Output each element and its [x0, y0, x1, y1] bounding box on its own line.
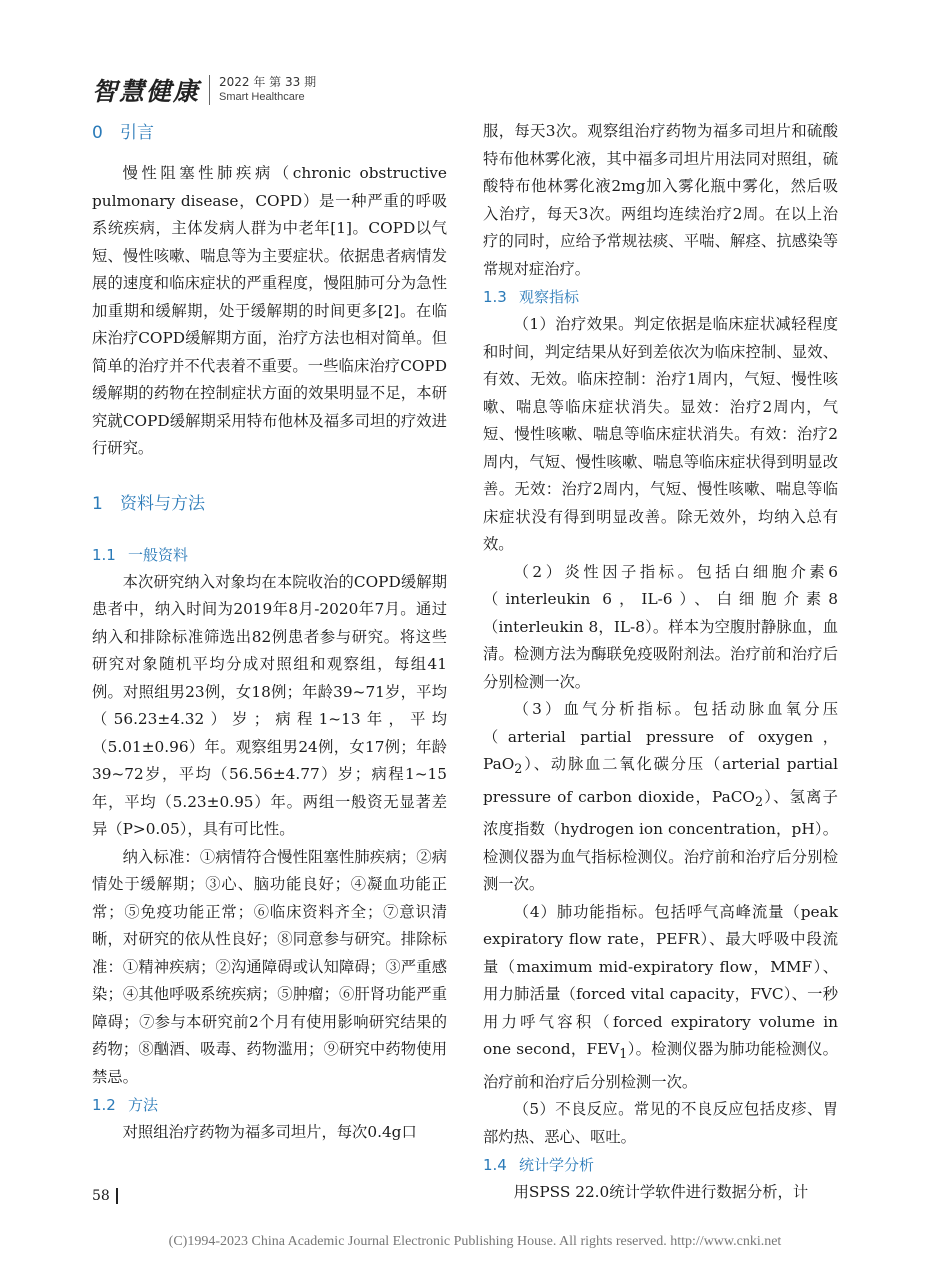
- general-info-paragraph: 本次研究纳入对象均在本院收治的COPD缓解期患者中，纳入时间为2019年8月-2020年7月。通过纳入和排除标准筛选出82例患者参与研究。将这些研究对象随机平均分成对照组和观察组，每组41例。对照组男23例，女18例；年龄39~71岁，平均（56.23±4.32）岁；病程1~13年，平均（5.01±0.96）年。观察组男24例，女17例；年龄39~72岁，平均（56.56±4.77）岁；病程1~15年，平均（5.23±0.95）年。两组一般资无显著差异（P>0.05），具有可比性。: [92, 572, 447, 838]
- left-column: [92, 118, 447, 1147]
- lung-function-paragraph: （4）肺功能指标。包括呼气高峰流量（peak expiratory flow rate，PEFR）、最大呼吸中段流量（maximum mid-expiratory flow，MMF）、用力肺活量（forced vital capacity，FVC）、一秒用力呼气容积（forced expiratory volume in one second，$FEV_1$）。检测仪器为肺功能检测仪。治疗前和治疗后分别检测一次。: [483, 902, 838, 1091]
- journal-header: [92, 70, 316, 110]
- copyright-notice: (C)1994-2023 China Academic Journal Electronic Publishing House. All rights reserved. http://www.cnki.net: [168, 1234, 782, 1249]
- adverse-reaction-paragraph: （5）不良反应。常见的不良反应包括皮疹、胃部灼热、恶心、呕吐。: [483, 1100, 838, 1146]
- subsection-heading-general: 1.1 一般资料: [92, 545, 189, 564]
- criteria-paragraph: 纳入标准：①病情符合慢性阻塞性肺疾病；②病情处于缓解期；③心、脑功能良好；④凝血功能正常；⑤免疫功能正常；⑥临床资料齐全；⑦意识清晰，对研究的依从性良好；⑧同意参与研究。排除标准：①精神疾病；②沟通障碍或认知障碍；③严重感染；④其他呼吸系统疾病；⑤肿瘤；⑥肝肾功能严重障碍；⑦参与本研究前2个月有使用影响研究结果的药物；⑧酗酒、吸毒、药物滥用；⑨研究中药物使用禁忌。: [92, 847, 447, 1086]
- issue-label: 2022 年 第 33 期: [219, 75, 317, 89]
- journal-meta: [219, 75, 316, 105]
- blood-gas-paragraph: （3）血气分析指标。包括动脉血氧分压（arterial partial pressure of oxygen，PaO$_2$）、动脉血二氧化碳分压（arterial partial pressure of carbon dioxide，PaCO$_2$）、氢离子浓度指数（hydrogen ion concentration，pH）。检测仪器为血气指标检测仪。治疗前和治疗后分别检测一次。: [483, 700, 838, 894]
- intro-paragraph: 慢性阻塞性肺疾病（chronic obstructive pulmonary disease，COPD）是一种严重的呼吸系统疾病，主体发病人群为中老年[1]。COPD以气短、慢性咳嗽、喘息等为主要症状。依据患者病情发展的速度和临床症状的严重程度，慢阻肺可分为急性加重期和缓解期，处于缓解期的时间更多[2]。在临床治疗COPD缓解期方面，治疗方法也相对简单。但简单的治疗并不代表着不重要。一些临床治疗COPD缓解期的药物在控制症状方面的效果明显不足，本研究就COPD缓解期采用特布他林及福多司坦的疗效进行研究。: [92, 164, 447, 457]
- subsection-heading-methods: 1.2 方法: [92, 1096, 159, 1114]
- statistics-paragraph: 用SPSS 22.0统计学软件进行数据分析，计: [513, 1183, 809, 1202]
- right-column: [483, 118, 838, 1207]
- section-heading-intro: 0 引言: [92, 123, 154, 143]
- efficacy-paragraph: （1）治疗效果。判定依据是临床症状减轻程度和时间，判定结果从好到差依次为临床控制、显效、有效、无效。临床控制：治疗1周内，气短、慢性咳嗽、喘息等临床症状消失。显效：治疗2周内，气短、慢性咳嗽、喘息等临床症状消失。有效：治疗2周内，气短、慢性咳嗽、喘息等临床症状得到明显改善。无效：治疗2周内，气短、慢性咳嗽、喘息等临床症状没有得到明显改善。除无效外，均纳入总有效。: [483, 315, 838, 553]
- subsection-heading-statistics: 1.4 统计学分析: [483, 1156, 595, 1175]
- subsection-heading-indicators: 1.3 观察指标: [483, 288, 580, 306]
- inflammation-paragraph: （2）炎性因子指标。包括白细胞介素6（interleukin 6，IL-6）、白细胞介素8（interleukin 8，IL-8）。样本为空腹肘静脉血，血清。检测方法为酶联免疫吸附剂法。治疗前和治疗后分别检测一次。: [483, 562, 838, 691]
- page-number: 58: [92, 1188, 118, 1204]
- header-divider: [209, 75, 210, 105]
- journal-logo: 智慧健康: [92, 77, 201, 106]
- methods-paragraph: 对照组治疗药物为福多司坦片，每次0.4g口: [122, 1123, 417, 1141]
- section-heading-methods: 1 资料与方法: [92, 493, 205, 514]
- methods-paragraph-continued: 服，每天3次。观察组治疗药物为福多司坦片和硫酸特布他林雾化液，其中福多司坦片用法同对照组，硫酸特布他林雾化液2mg加入雾化瓶中雾化，然后吸入治疗，每天3次。两组均连续治疗2周。在以上治疗的同时，应给予常规祛痰、平喘、解痉、抗感染等常规对症治疗。: [483, 122, 838, 278]
- journal-english-name: Smart Healthcare: [219, 91, 305, 103]
